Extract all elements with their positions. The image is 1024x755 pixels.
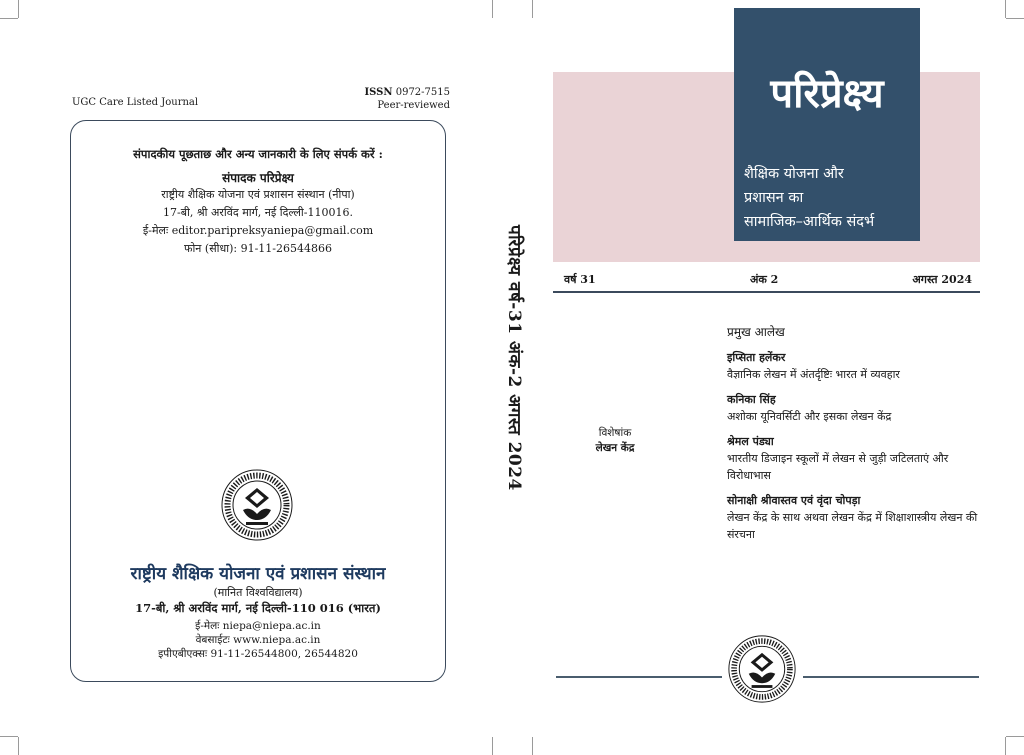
special-issue-topic: लेखन केंद्र — [595, 442, 635, 454]
institute-name: राष्ट्रीय शैक्षिक योजना एवं प्रशासन संस्थान — [130, 564, 386, 584]
article-item — [727, 392, 979, 425]
issn-block — [360, 86, 450, 112]
issue-number: अंक 2 — [750, 273, 779, 286]
niepa-seal-icon — [727, 634, 797, 704]
article-item — [727, 350, 979, 383]
crop-mark — [492, 737, 493, 755]
crop-mark — [1006, 18, 1024, 19]
special-issue-label: विशेषांक — [598, 427, 632, 439]
crop-mark — [492, 0, 493, 18]
divider — [556, 676, 722, 678]
crop-mark — [1005, 737, 1006, 755]
issue-year: वर्ष 31 — [564, 273, 596, 286]
spine — [503, 225, 524, 545]
divider — [803, 676, 979, 678]
articles-list — [727, 323, 979, 552]
article-author: इप्सिता हलेंकर — [727, 351, 786, 364]
contact-institute: राष्ट्रीय शैक्षिक योजना एवं प्रशासन संस्थान (नीपा) — [161, 188, 355, 201]
subtitle-line: प्रशासन का — [744, 190, 804, 206]
article-title: वैज्ञानिक लेखन में अंतर्दृष्टिः भारत में व्यवहार — [727, 368, 900, 381]
issue-meta-row — [556, 270, 976, 288]
ugc-care-label: UGC Care Listed Journal — [72, 97, 199, 108]
contact-address: 17-बी, श्री अरविंद मार्ग, नई दिल्ली-110016. — [163, 206, 353, 219]
article-author: सोनाक्षी श्रीवास्तव एवं वृंदा चोपड़ा — [727, 494, 861, 507]
journal-subtitle — [744, 162, 914, 234]
crop-mark — [532, 737, 533, 755]
issn-line — [360, 86, 450, 99]
institute-address: 17-बी, श्री अरविंद मार्ग, नई दिल्ली-110 016 (भारत) — [135, 601, 381, 615]
article-title: अशोका यूनिवर्सिटी और इसका लेखन केंद्र — [727, 410, 892, 423]
subtitle-line: शैक्षिक योजना और — [744, 166, 844, 182]
contact-heading: संपादकीय पूछताछ और अन्य जानकारी के लिए संपर्क करें : — [133, 147, 383, 161]
university-status: (मानित विश्वविद्यालय) — [213, 586, 303, 599]
issn-number: 0972-7515 — [395, 87, 450, 98]
article-author: कनिका सिंह — [727, 393, 776, 406]
article-item — [727, 493, 979, 543]
issn-label: ISSN — [364, 87, 393, 98]
subtitle-line: सामाजिक–आर्थिक संदर्भ — [744, 214, 875, 230]
contact-email[interactable]: ई-मेलः editor.paripreksyaniepa@gmail.com — [142, 224, 374, 237]
crop-mark — [532, 0, 533, 18]
article-title: लेखन केंद्र के साथ अथवा लेखन केंद्र में शिक्षाशास्त्रीय लेखन की संरचना — [727, 511, 978, 541]
crop-mark — [18, 0, 19, 18]
crop-mark — [1006, 736, 1024, 737]
peer-reviewed-label: Peer-reviewed — [377, 100, 450, 111]
divider — [553, 291, 980, 293]
crop-mark — [1005, 0, 1006, 18]
crop-mark — [0, 736, 18, 737]
crop-mark — [0, 18, 18, 19]
issue-date: अगस्त 2024 — [912, 273, 972, 286]
special-issue — [585, 426, 645, 456]
contact-phone: फोन (सीधा): 91-11-26544866 — [183, 242, 333, 255]
title-box — [734, 8, 920, 241]
institute-email[interactable]: ई-मेलः niepa@niepa.ac.in — [195, 620, 321, 632]
article-title: भारतीय डिजाइन स्कूलों में लेखन से जुड़ी जटिलताएं और विरोधाभास — [727, 452, 949, 482]
contact-editor: संपादक परिप्रेक्ष्य — [222, 171, 294, 185]
spine-text: परिप्रेक्ष्य वर्ष-31 अंक-2 अगस्त 2024 — [504, 225, 524, 491]
institute-website[interactable]: वेबसाईटः www.niepa.ac.in — [195, 634, 321, 646]
institute-epabx: इपीएबीएक्सः 91-11-26544800, 26544820 — [158, 648, 358, 660]
journal-title: परिप्रेक्ष्य — [770, 70, 884, 117]
niepa-seal-icon — [220, 468, 294, 542]
crop-mark — [18, 737, 19, 755]
article-item — [727, 434, 979, 484]
article-author: श्रेमल पंड्या — [727, 435, 774, 448]
articles-heading: प्रमुख आलेख — [727, 325, 785, 339]
